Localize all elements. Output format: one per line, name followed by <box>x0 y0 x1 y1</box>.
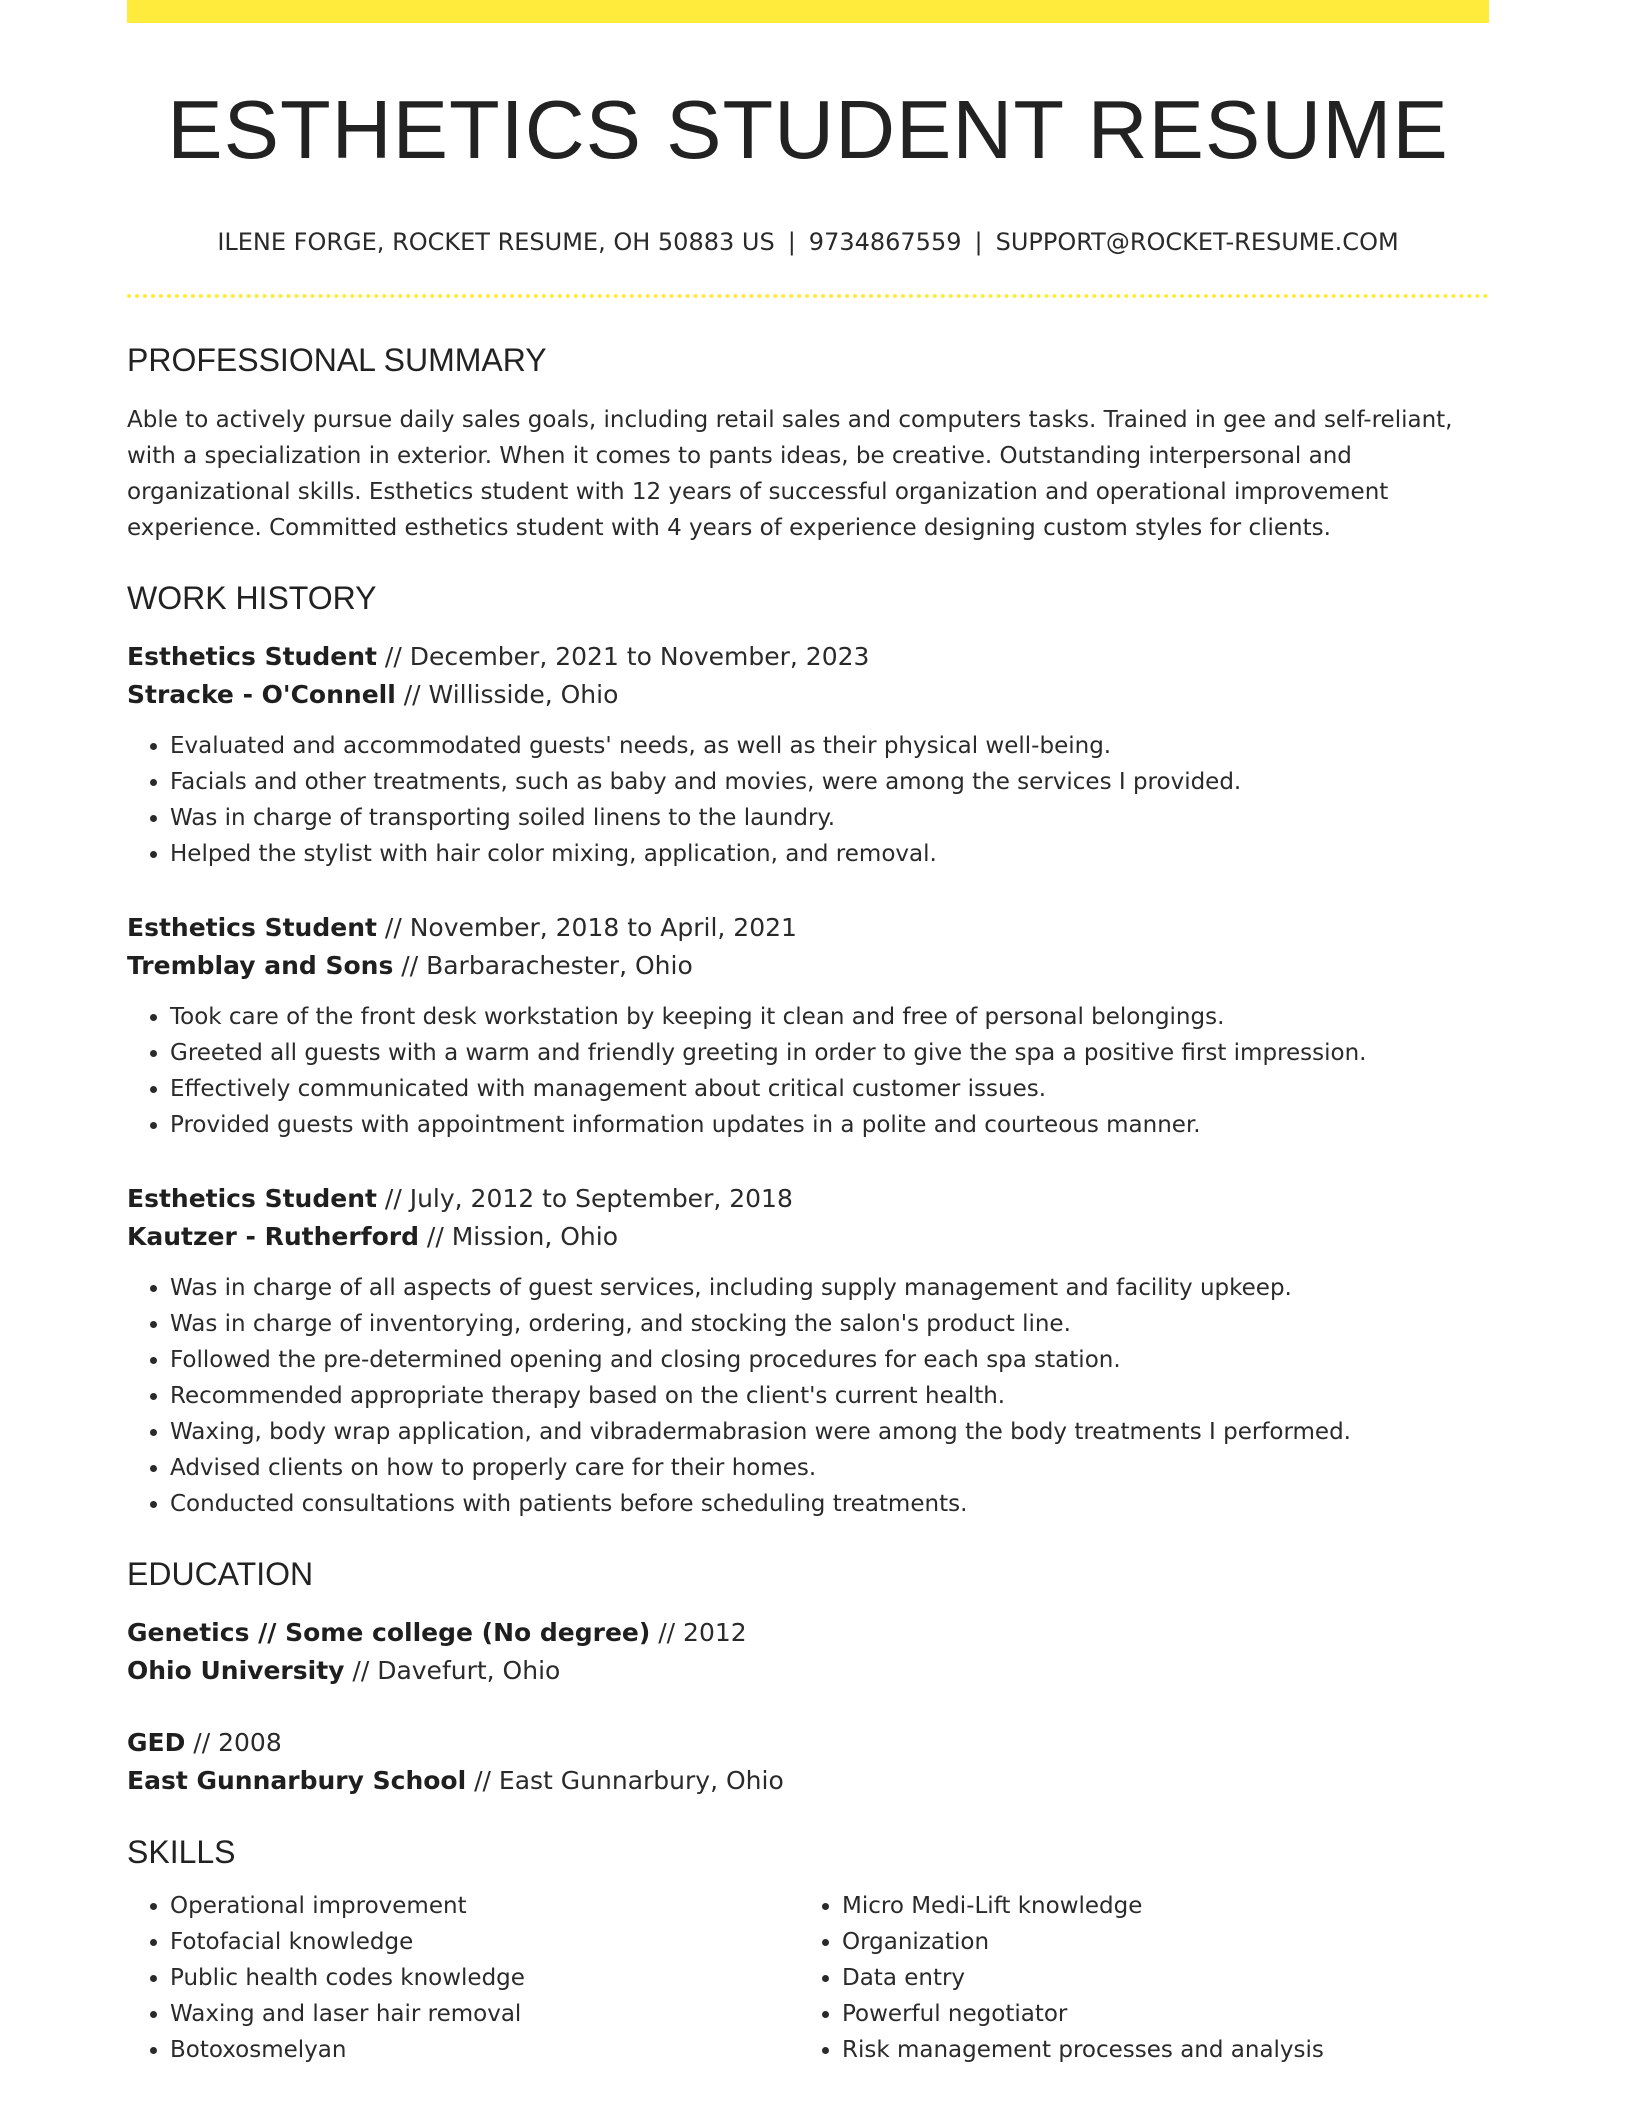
job-title: Esthetics Student <box>127 1184 377 1213</box>
list-item: • Provided guests with appointment information updates in a polite and courteous manner. <box>170 1107 1489 1143</box>
list-item: • Took care of the front desk workstation by keeping it clean and free of personal belongings. <box>170 999 1489 1035</box>
job-location: // Willisside, Ohio <box>395 680 619 709</box>
job-entry <box>127 1180 1489 1522</box>
job-title-line <box>127 638 1489 676</box>
job-dates: // July, 2012 to September, 2018 <box>376 1184 793 1213</box>
list-item: • Was in charge of all aspects of guest services, including supply management and facility upkeep. <box>170 1270 1489 1306</box>
job-dates: // November, 2018 to April, 2021 <box>376 913 797 942</box>
list-item: • Public health codes knowledge <box>170 1960 799 1996</box>
education-degree: Genetics // Some college (No degree) <box>127 1618 651 1647</box>
education-school: East Gunnarbury School <box>127 1766 467 1795</box>
list-item: • Powerful negotiator <box>842 1996 1471 2032</box>
job-company-line <box>127 947 1489 985</box>
resume-title: ESTHETICS STUDENT RESUME <box>167 83 1449 176</box>
contact-separator: | <box>787 228 796 256</box>
education-school-line <box>127 1652 1489 1690</box>
list-item: • Effectively communicated with management about critical customer issues. <box>170 1071 1489 1107</box>
job-entry <box>127 909 1489 1143</box>
list-item: • Botoxosmelyan <box>170 2032 799 2068</box>
list-item: • Conducted consultations with patients before scheduling treatments. <box>170 1486 1489 1522</box>
skills-columns <box>127 1888 1489 2068</box>
job-title-line <box>127 1180 1489 1218</box>
contact-email: SUPPORT@ROCKET-RESUME.COM <box>995 228 1399 256</box>
list-item: • Operational improvement <box>170 1888 799 1924</box>
list-item: • Fotofacial knowledge <box>170 1924 799 1960</box>
education-heading: EDUCATION <box>127 1556 314 1592</box>
list-item: • Evaluated and accommodated guests' needs, as well as their physical well-being. <box>170 728 1489 764</box>
list-item: • Organization <box>842 1924 1471 1960</box>
list-item: • Followed the pre-determined opening and closing procedures for each spa station. <box>170 1342 1489 1378</box>
list-item: • Helped the stylist with hair color mixing, application, and removal. <box>170 836 1489 872</box>
job-location: // Mission, Ohio <box>418 1222 619 1251</box>
education-entry <box>127 1724 1489 1800</box>
contact-line <box>127 227 1489 257</box>
job-entry <box>127 638 1489 872</box>
list-item: • Was in charge of transporting soiled linens to the laundry. <box>170 800 1489 836</box>
list-item: • Was in charge of inventorying, ordering, and stocking the salon's product line. <box>170 1306 1489 1342</box>
job-company-line <box>127 676 1489 714</box>
job-duties <box>127 999 1489 1143</box>
education-year: // 2012 <box>650 1618 747 1647</box>
list-item: • Advised clients on how to properly care for their homes. <box>170 1450 1489 1486</box>
education-location: // Davefurt, Ohio <box>344 1656 561 1685</box>
education-school: Ohio University <box>127 1656 345 1685</box>
list-item: • Recommended appropriate therapy based on the client's current health. <box>170 1378 1489 1414</box>
skills-list-left <box>127 1888 799 2068</box>
list-item: • Risk management processes and analysis <box>842 2032 1471 2068</box>
contact-phone: 9734867559 <box>808 228 962 256</box>
job-duties <box>127 728 1489 872</box>
skills-heading: SKILLS <box>127 1834 236 1870</box>
list-item: • Waxing and laser hair removal <box>170 1996 799 2032</box>
resume-content <box>127 0 1489 2068</box>
summary-heading: PROFESSIONAL SUMMARY <box>127 342 547 378</box>
job-title-line <box>127 909 1489 947</box>
list-item: • Facials and other treatments, such as baby and movies, were among the services I provided. <box>170 764 1489 800</box>
job-company: Stracke - O'Connell <box>127 680 396 709</box>
list-item: • Greeted all guests with a warm and friendly greeting in order to give the spa a positive first impression. <box>170 1035 1489 1071</box>
job-title: Esthetics Student <box>127 642 377 671</box>
education-degree-line <box>127 1724 1489 1762</box>
education-degree: GED <box>127 1728 186 1757</box>
dotted-divider <box>127 294 1489 298</box>
job-title: Esthetics Student <box>127 913 377 942</box>
job-location: // Barbarachester, Ohio <box>393 951 693 980</box>
education-school-line <box>127 1762 1489 1800</box>
contact-separator: | <box>974 228 983 256</box>
list-item: • Data entry <box>842 1960 1471 1996</box>
education-degree-line <box>127 1614 1489 1652</box>
summary-text: Able to actively pursue daily sales goals, including retail sales and computers tasks. Trained in gee and self-reliant, with a specialization in exterior. When it comes to pants ideas, be creative. Outstanding interpersonal and organizational skills. Esthetics student with 12 years of successful organization and operational improvement experience. Committed esthetics student with 4 years of experience designing custom styles for clients. <box>127 407 1453 541</box>
job-company: Tremblay and Sons <box>127 951 394 980</box>
skills-list-right <box>799 1888 1471 2068</box>
list-item: • Micro Medi-Lift knowledge <box>842 1888 1471 1924</box>
education-location: // East Gunnarbury, Ohio <box>466 1766 784 1795</box>
job-duties <box>127 1270 1489 1522</box>
job-company: Kautzer - Rutherford <box>127 1222 419 1251</box>
job-company-line <box>127 1218 1489 1256</box>
contact-address: ILENE FORGE, ROCKET RESUME, OH 50883 US <box>217 228 775 256</box>
list-item: • Waxing, body wrap application, and vibradermabrasion were among the body treatments I performed. <box>170 1414 1489 1450</box>
education-year: // 2008 <box>185 1728 282 1757</box>
education-entry <box>127 1614 1489 1690</box>
job-dates: // December, 2021 to November, 2023 <box>376 642 870 671</box>
work-history-heading: WORK HISTORY <box>127 580 377 616</box>
